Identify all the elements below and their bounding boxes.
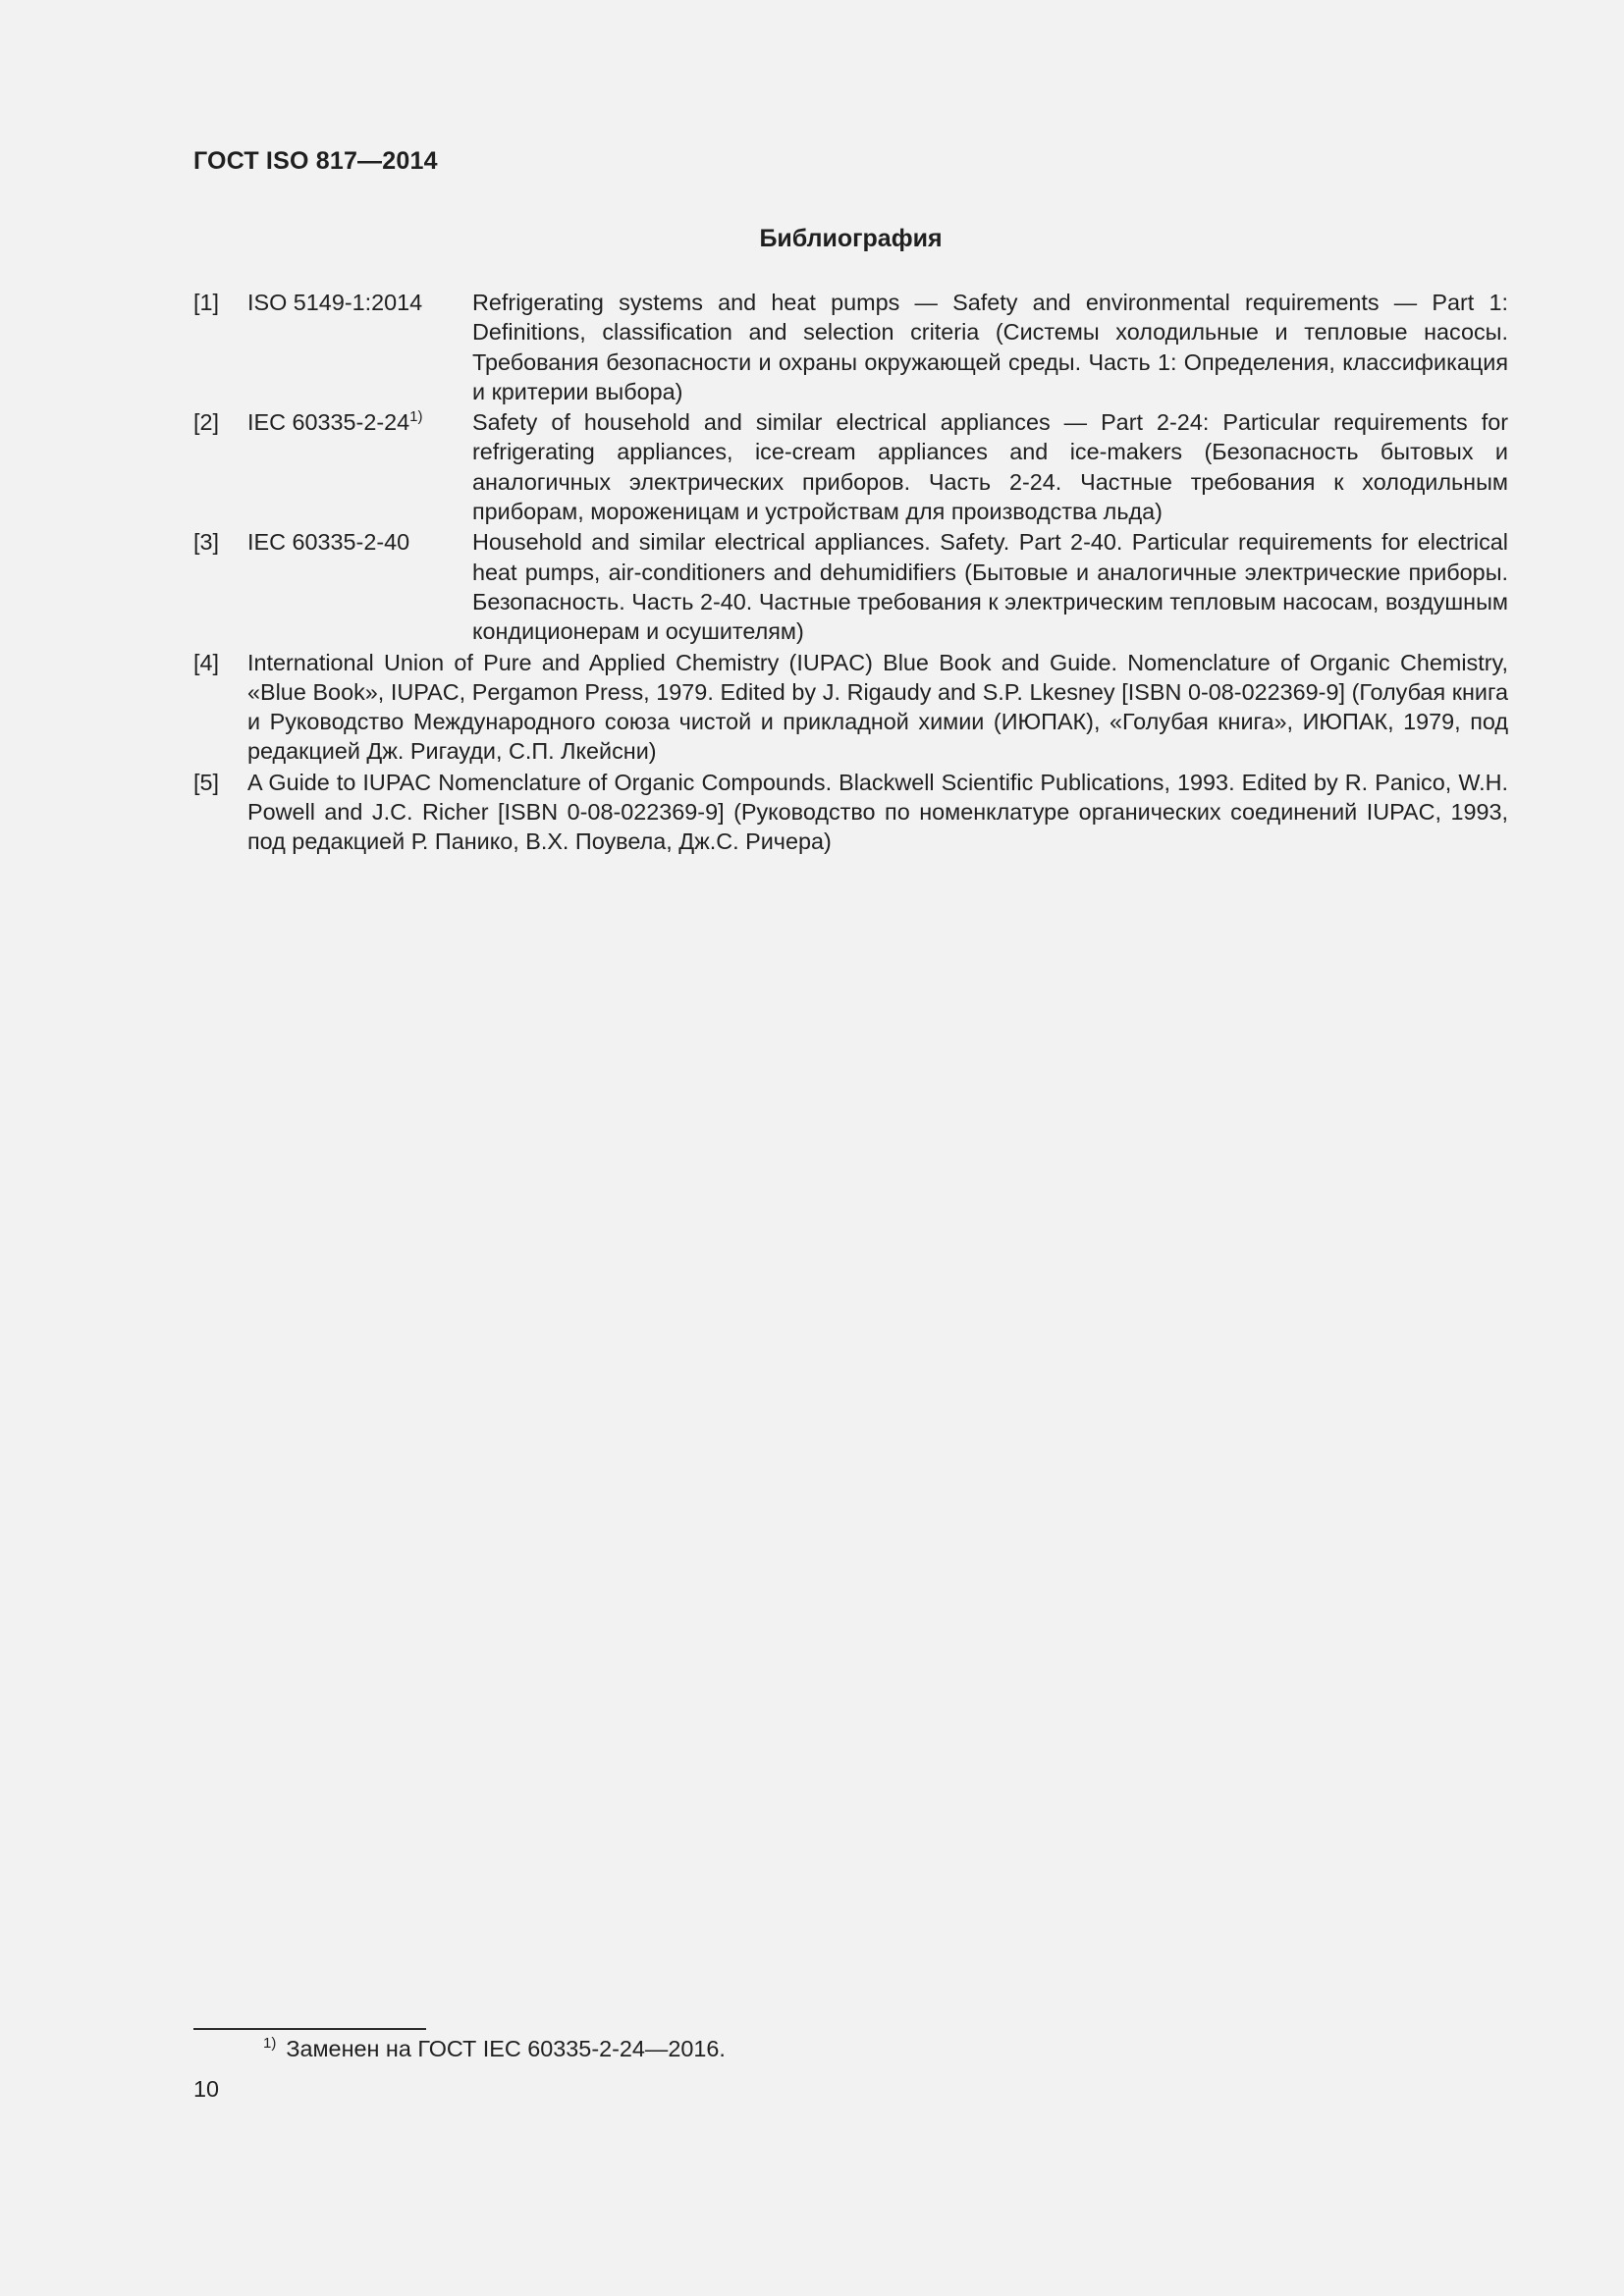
entry-code bbox=[247, 407, 472, 526]
entry-description: Safety of household and similar electrical appliances — Part 2-24: Particular requirements for refrigerating appliances, ice-cream appliances and ice-makers (Безопасность бытовых и аналогичных электрических приборов. Часть 2-24. Частные требования к холодильным приборам, мороженицам и устройствам для производства льда) bbox=[472, 409, 1508, 525]
page-number: 10 bbox=[193, 2076, 220, 2102]
entry-code-text: IEC 60335-2-24 bbox=[247, 409, 410, 436]
entry-code bbox=[247, 527, 472, 646]
entry-number: [5] bbox=[193, 769, 220, 795]
bibliography-entry bbox=[193, 288, 1508, 406]
footnote-marker: 1) bbox=[263, 2035, 277, 2052]
entry-number: [2] bbox=[193, 409, 220, 436]
document-header: ГОСТ ISO 817—2014 bbox=[193, 147, 438, 175]
entry-description: Household and similar electrical appliances. Safety. Part 2-40. Particular requirements for electrical heat pumps, air-conditioners and dehumidifiers (Бытовые и аналогичные электрические приборы. Безопасность. Часть 2-40. Частные требования к электрическим тепловым насосам, воздушным кондиционерам и осушителям) bbox=[472, 529, 1508, 645]
entry-number: [3] bbox=[193, 529, 220, 556]
entry-number: [4] bbox=[193, 649, 220, 675]
bibliography-entry bbox=[193, 527, 1508, 646]
entry-code-text: ISO 5149-1:2014 bbox=[247, 290, 423, 315]
entry-number: [1] bbox=[193, 290, 220, 315]
entry-code bbox=[247, 288, 472, 406]
entry-code-text: IEC 60335-2-40 bbox=[247, 529, 410, 556]
entry-description: A Guide to IUPAC Nomenclature of Organic Compounds. Blackwell Scientific Publications, 1993. Edited by R. Panico, W.H. Powell and J.C. Richer [ISBN 0-08-022369-9] (Руководство по номенклатуре органических соединений IUPAC, 1993, под редакцией Р. Панико, В.Х. Поувела, Дж.С. Ричера) bbox=[247, 769, 1508, 855]
bibliography-list bbox=[193, 288, 1508, 857]
entry-description: Refrigerating systems and heat pumps — Safety and environmental requirements — Part 1: Definitions, classification and selection criteria (Системы холодильные и тепловые насосы. Требования безопасности и охраны окружающей среды. Часть 1: Определения, классификация и критерии выбора) bbox=[472, 290, 1508, 404]
section-title: Библиография bbox=[759, 225, 943, 252]
entry-description: International Union of Pure and Applied Chemistry (IUPAC) Blue Book and Guide. Nomenclature of Organic Chemistry, «Blue Book», IUPAC, Pergamon Press, 1979. Edited by J. Rigaudy and S.P. Lkesney [ISBN 0-08-022369-9] (Голубая книга и Руководство Международного союза чистой и прикладной химии (ИЮПАК), «Голубая книга», ИЮПАК, 1979, под редакцией Дж. Ригауди, С.П. Лкейсни) bbox=[247, 649, 1508, 765]
footnote bbox=[263, 2034, 726, 2063]
bibliography-entry bbox=[193, 648, 1508, 767]
bibliography-entry bbox=[193, 407, 1508, 526]
footnote-divider bbox=[193, 2028, 426, 2030]
bibliography-entry bbox=[193, 768, 1508, 857]
footnote-reference[interactable]: 1) bbox=[409, 408, 423, 426]
footnote-text: Заменен на ГОСТ IEC 60335-2-24—2016. bbox=[286, 2036, 726, 2061]
